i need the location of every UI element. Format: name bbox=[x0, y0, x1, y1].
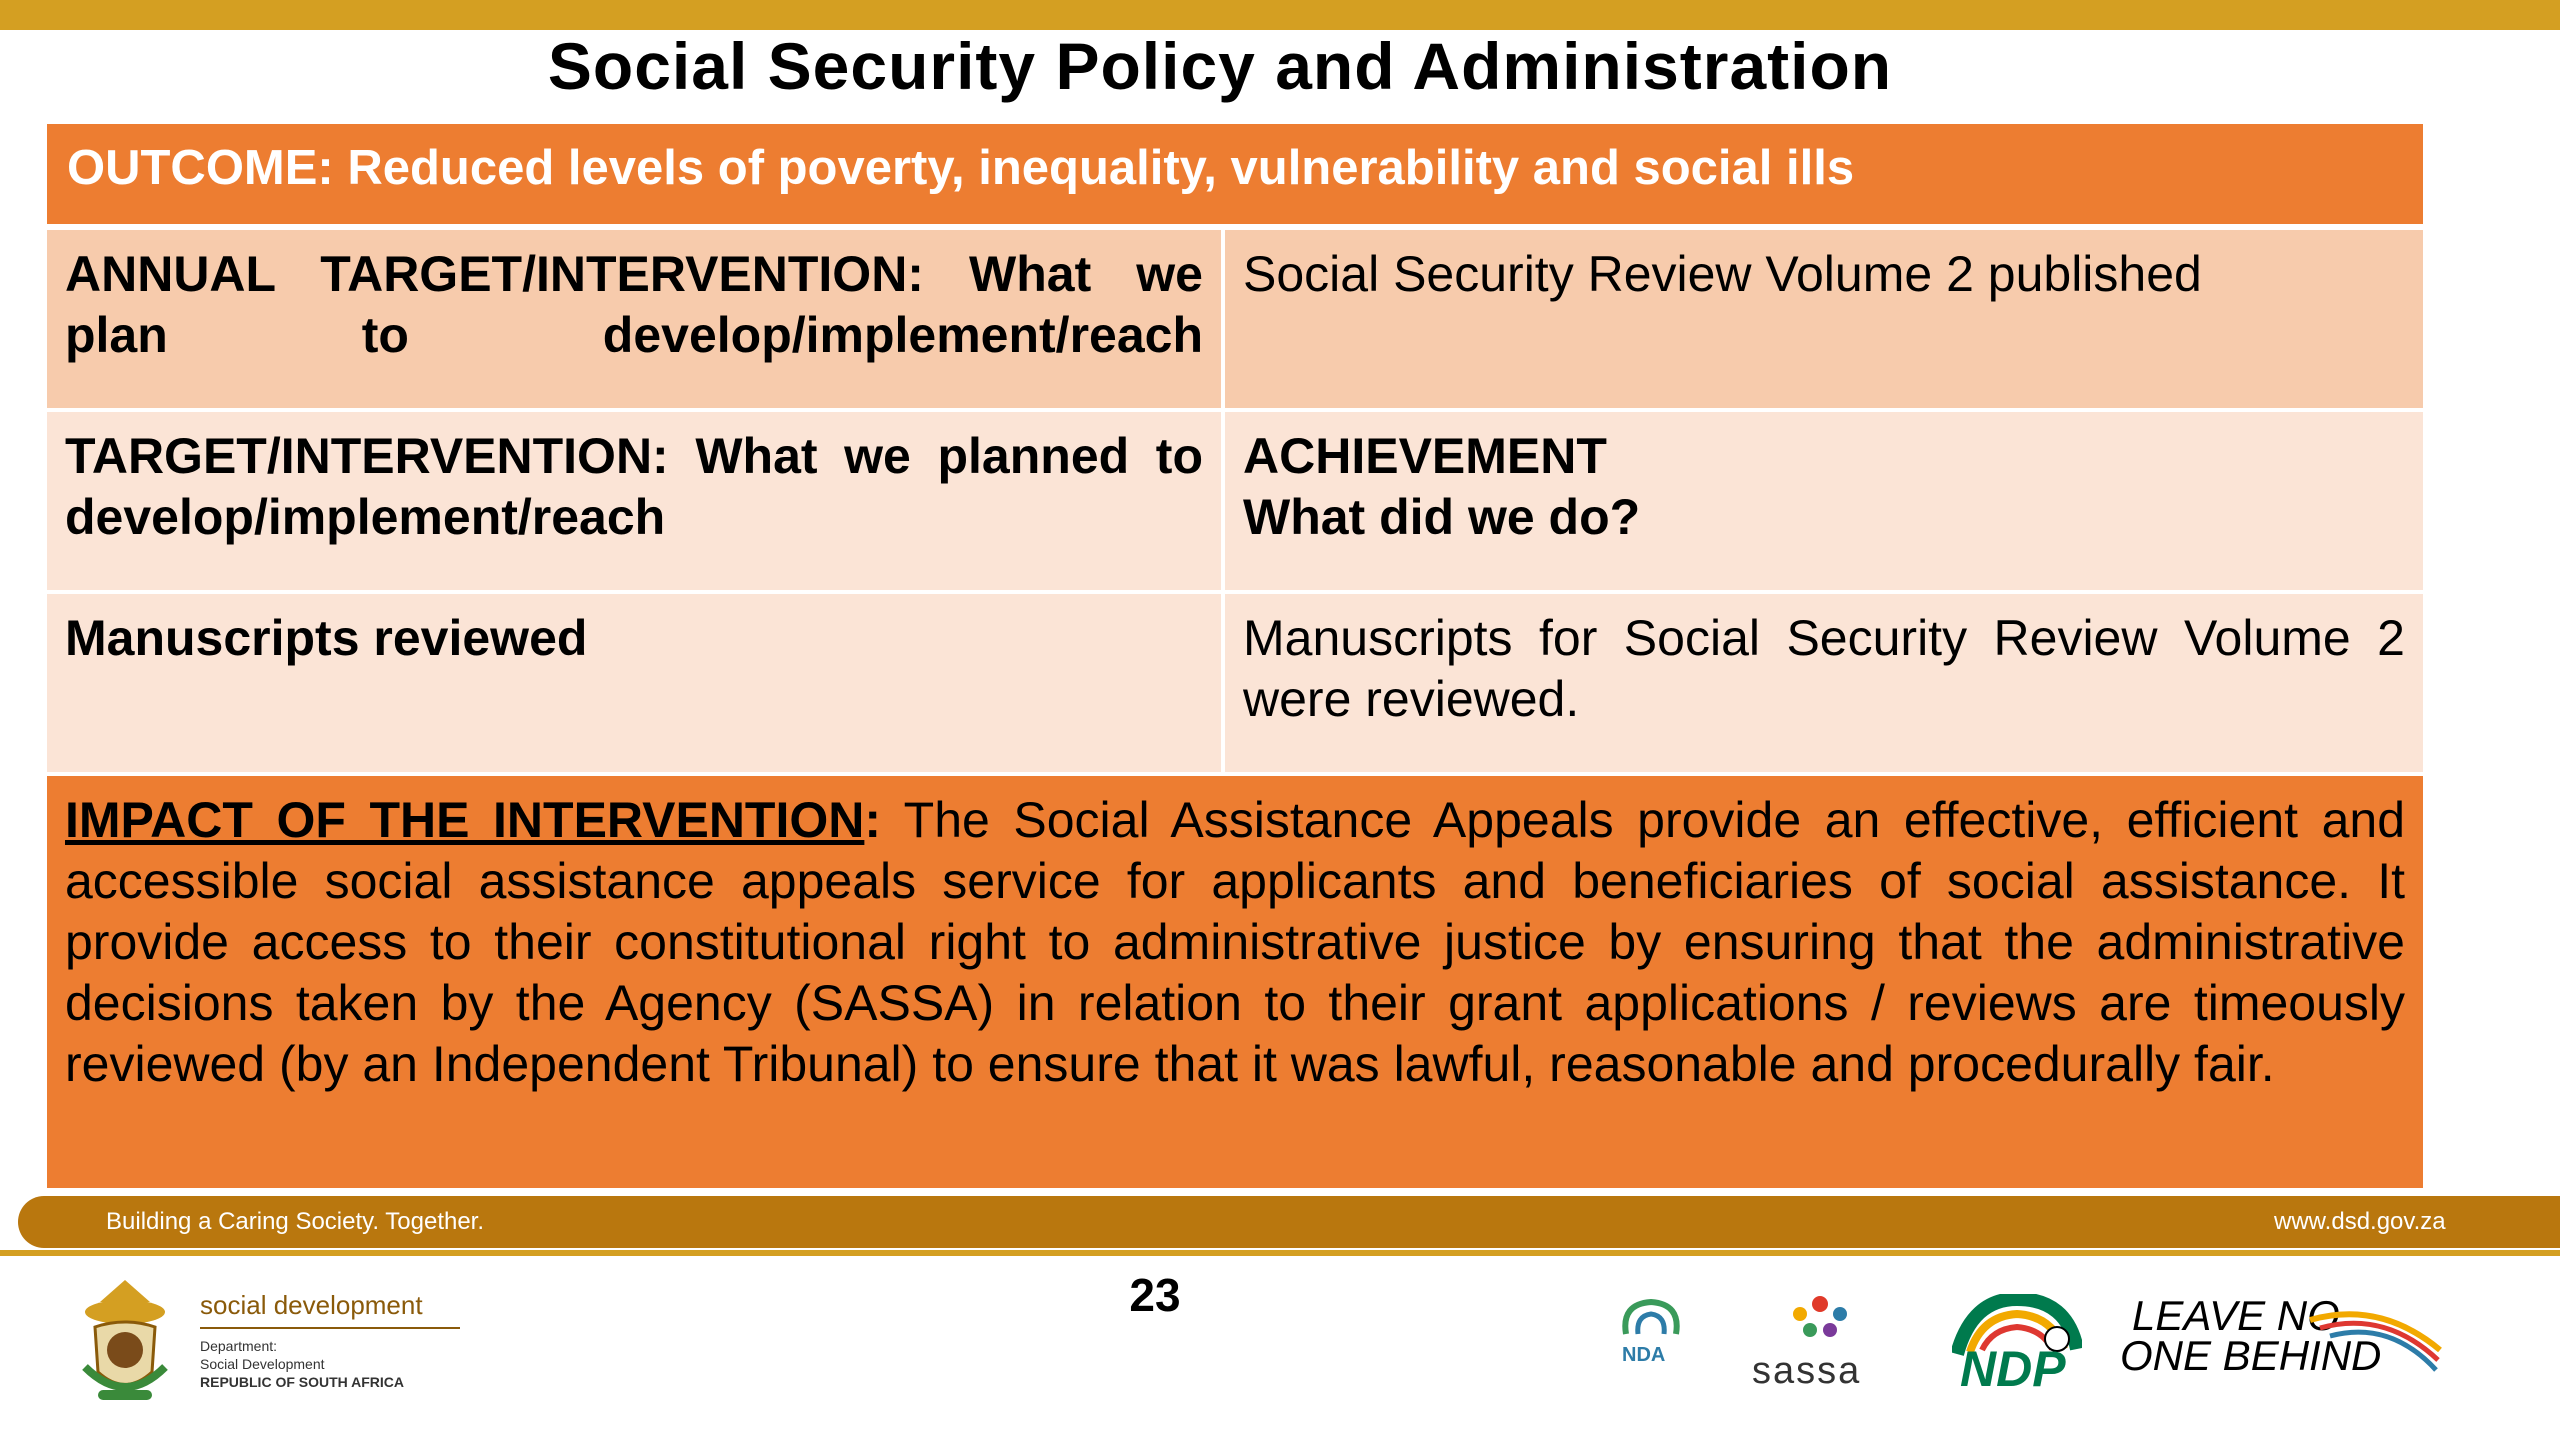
impact-box bbox=[47, 776, 2423, 1188]
table-row-target-achievement-header bbox=[47, 412, 2423, 590]
target-intervention-header: TARGET/INTERVENTION: What we planned to develop/implement/reach bbox=[47, 412, 1225, 590]
manuscripts-achievement: Manuscripts for Social Security Review Volume 2 were reviewed. bbox=[1225, 594, 2423, 772]
sassa-logo-text: sassa bbox=[1752, 1350, 1862, 1392]
department-sub3: REPUBLIC OF SOUTH AFRICA bbox=[200, 1374, 405, 1390]
footer-tagline: Building a Caring Society. Together. bbox=[106, 1208, 485, 1235]
sassa-people-icon bbox=[1780, 1290, 1860, 1346]
annual-target-label: ANNUAL TARGET/INTERVENTION: What we plan to develop/implement/reach bbox=[47, 230, 1225, 408]
impact-label: IMPACT OF THE INTERVENTION bbox=[65, 792, 865, 848]
top-accent-bar bbox=[0, 0, 2560, 30]
table-row-manuscripts bbox=[47, 594, 2423, 772]
footer-underline bbox=[0, 1250, 2560, 1256]
department-divider bbox=[200, 1327, 460, 1329]
department-name: social development bbox=[200, 1290, 423, 1320]
annual-target-value: Social Security Review Volume 2 published bbox=[1225, 230, 2423, 408]
coat-of-arms-icon bbox=[70, 1272, 180, 1412]
lnob-logo-line1: LEAVE NO bbox=[2132, 1292, 2340, 1339]
impact-text: The Social Assistance Appeals provide an effective, efficient and accessible social assistance appeals service for applicants and beneficiaries of social assistance. It provide access to their constitutional right to administrative justice by ensuring that the administrative decisions taken by the Agency (SASSA) in relation to their grant applications / reviews are timeously reviewed (by an Independent Tribunal) to ensure that it was lawful, reasonable and procedurally fair. bbox=[65, 792, 2405, 1092]
ndp-logo-text: NDP bbox=[1960, 1341, 2066, 1397]
department-sub1: Department: bbox=[200, 1338, 278, 1354]
lnob-logo-line2: ONE BEHIND bbox=[2120, 1332, 2382, 1379]
table-row-annual-target bbox=[47, 230, 2423, 408]
achievement-header bbox=[1225, 412, 2423, 590]
manuscripts-target: Manuscripts reviewed bbox=[47, 594, 1225, 772]
nda-swirl-icon bbox=[1616, 1294, 1686, 1344]
achievement-question: What did we do? bbox=[1243, 489, 1641, 545]
nda-logo-text: NDA bbox=[1622, 1344, 1666, 1366]
achievement-title: ACHIEVEMENT bbox=[1243, 428, 1607, 484]
impact-colon: : bbox=[864, 792, 882, 848]
department-sub2: Social Development bbox=[200, 1356, 325, 1372]
page-number: 23 bbox=[1129, 1269, 1181, 1321]
outcome-banner: OUTCOME: Reduced levels of poverty, inequality, vulnerability and social ills bbox=[47, 124, 2423, 224]
lnob-swoosh-icon bbox=[2300, 1300, 2450, 1380]
footer-website: www.dsd.gov.za bbox=[2274, 1208, 2446, 1235]
slide-title: Social Security Policy and Administration bbox=[547, 29, 1893, 103]
